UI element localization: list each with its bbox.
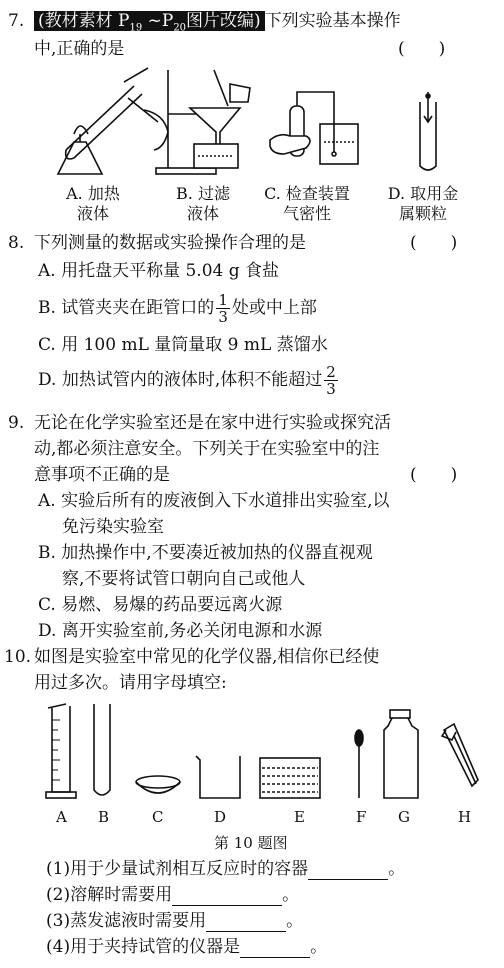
q9-option-d: D. 离开实验室前,务必关闭电源和水源 <box>38 621 323 641</box>
q10-label-f: F <box>356 808 367 826</box>
q8-option-d <box>38 360 340 400</box>
q9-stem-1: 无论在化学实验室还是在家中进行实验或探究活 <box>34 413 391 433</box>
q7-figures <box>44 62 484 184</box>
q8-answer-bracket[interactable]: ( ) <box>410 233 458 253</box>
q10-sub-3-end: 。 <box>286 911 304 931</box>
q7-stem-2: 中,正确的是 <box>34 39 125 59</box>
q8-fraction-one-third <box>216 292 230 325</box>
q8-b-numerator: 1 <box>218 291 228 309</box>
q8-d-numerator: 2 <box>326 363 336 381</box>
q7-tag-b: ~P <box>142 11 174 31</box>
q10-label-c: C <box>152 808 164 826</box>
instrument-c-evaporating-dish <box>136 776 180 793</box>
q7-source-tag <box>34 10 401 39</box>
q7-caption-c <box>262 184 352 224</box>
q9-number: 9. <box>8 413 25 433</box>
q9-option-a-1: A. 实验后所有的废液倒入下水道排出实验室,以 <box>38 491 390 511</box>
q8-option-a: A. 用托盘天平称量 5.04 g 食盐 <box>38 261 280 281</box>
q10-sub-4-text: (4)用于夹持试管的仪器是 <box>46 937 241 957</box>
instrument-f-dropper <box>355 730 363 798</box>
q7-caption-a-line1: A. 加热 <box>66 184 120 203</box>
q7-caption-d-line1: D. 取用金 <box>387 184 459 203</box>
q10-sub-1 <box>46 858 405 880</box>
q8-option-b-pre: B. 试管夹夹在距管口的 <box>38 298 215 318</box>
q7-tag-sub1: 19 <box>129 22 143 34</box>
instrument-b-test-tube <box>94 704 110 795</box>
q10-sub-3-blank[interactable] <box>206 914 286 932</box>
q10-sub-4-blank[interactable] <box>240 940 310 958</box>
q8-number: 8. <box>8 233 25 253</box>
q10-number: 10. <box>4 647 32 667</box>
q7-stem-1: 下列实验基本操作 <box>264 11 401 31</box>
q8-option-c: C. 用 100 mL 量筒量取 9 mL 蒸馏水 <box>38 335 328 355</box>
q10-stem-1: 如图是实验室中常见的化学仪器,相信你已经使 <box>34 647 380 667</box>
q10-label-b: B <box>98 808 110 826</box>
q9-stem-2: 动,都必须注意安全。下列关于在实验室中的注 <box>34 439 380 459</box>
q10-sub-3 <box>46 910 303 932</box>
q9-option-a-2: 免污染实验室 <box>62 517 164 537</box>
q8-option-b <box>38 288 317 328</box>
q10-sub-2-blank[interactable] <box>172 888 282 906</box>
q7-tag-sub2: 20 <box>173 22 187 34</box>
q7-source-tag-box <box>34 11 265 34</box>
q7-caption-d-line2: 属颗粒 <box>398 204 447 223</box>
q10-sub-4-end: 。 <box>310 937 328 957</box>
figure-b-filtration <box>156 70 250 174</box>
q10-label-e: E <box>294 808 305 826</box>
q7-caption-b-line2: 液体 <box>186 204 219 223</box>
figure-d-metal-particles <box>420 92 436 170</box>
q10-label-g: G <box>398 808 410 826</box>
instrument-d-beaker <box>196 756 240 798</box>
q7-caption-b-line1: B. 过滤 <box>176 184 230 203</box>
q9-stem-3: 意事项不正确的是 <box>34 465 170 485</box>
q7-caption-a-line2: 液体 <box>76 204 109 223</box>
q10-sub-2 <box>46 884 299 906</box>
q9-option-c: C. 易燃、易爆的药品要远离火源 <box>38 595 283 615</box>
q10-label-d: D <box>214 808 227 826</box>
q10-figure-caption: 第 10 题图 <box>214 834 288 852</box>
q10-label-h: H <box>458 808 472 826</box>
figure-c-airtightness-check <box>270 92 358 164</box>
q10-stem-2: 用过多次。请用字母填空: <box>34 673 227 693</box>
q10-instruments <box>40 700 480 804</box>
q10-sub-2-text: (2)溶解时需要用 <box>46 885 173 905</box>
q7-caption-b <box>158 184 248 224</box>
q10-sub-1-text: (1)用于少量试剂相互反应时的容器 <box>46 859 309 879</box>
q7-caption-c-line1: C. 检查装置 <box>264 184 350 203</box>
q10-sub-1-end: 。 <box>388 859 406 879</box>
q7-caption-c-line2: 气密性 <box>282 204 331 223</box>
q8-stem: 下列测量的数据或实验操作合理的是 <box>34 233 306 253</box>
q10-sub-2-end: 。 <box>282 885 300 905</box>
instrument-e-water-trough <box>260 758 320 798</box>
q8-d-denominator: 3 <box>326 380 336 398</box>
q7-tag-a: (教材素材 P <box>38 11 130 31</box>
q9-answer-bracket[interactable]: ( ) <box>410 465 458 485</box>
figure-a-heating-liquid <box>58 68 168 174</box>
instrument-a-graduated-cylinder <box>46 704 76 798</box>
q10-label-a: A <box>56 808 67 826</box>
q9-option-b-1: B. 加热操作中,不要凑近被加热的仪器直视观 <box>38 543 373 563</box>
instrument-h-test-tube-holder <box>442 724 478 786</box>
q10-sub-4 <box>46 936 327 958</box>
q7-answer-bracket[interactable]: ( ) <box>398 39 446 59</box>
q10-sub-3-text: (3)蒸发滤液时需要用 <box>46 911 207 931</box>
q7-number: 7. <box>8 11 25 31</box>
q8-b-denominator: 3 <box>218 308 228 326</box>
q9-option-b-2: 察,不要将试管口朝向自己或他人 <box>62 569 306 589</box>
q7-caption-a <box>48 184 138 224</box>
q8-fraction-two-thirds <box>324 364 338 397</box>
q7-caption-d <box>378 184 468 224</box>
q8-option-d-pre: D. 加热试管内的液体时,体积不能超过 <box>38 370 323 390</box>
q7-tag-c: 图片改编) <box>186 11 261 31</box>
q10-sub-1-blank[interactable] <box>308 862 388 880</box>
instrument-g-reagent-bottle <box>384 710 418 798</box>
q8-option-b-post: 处或中上部 <box>231 298 317 318</box>
